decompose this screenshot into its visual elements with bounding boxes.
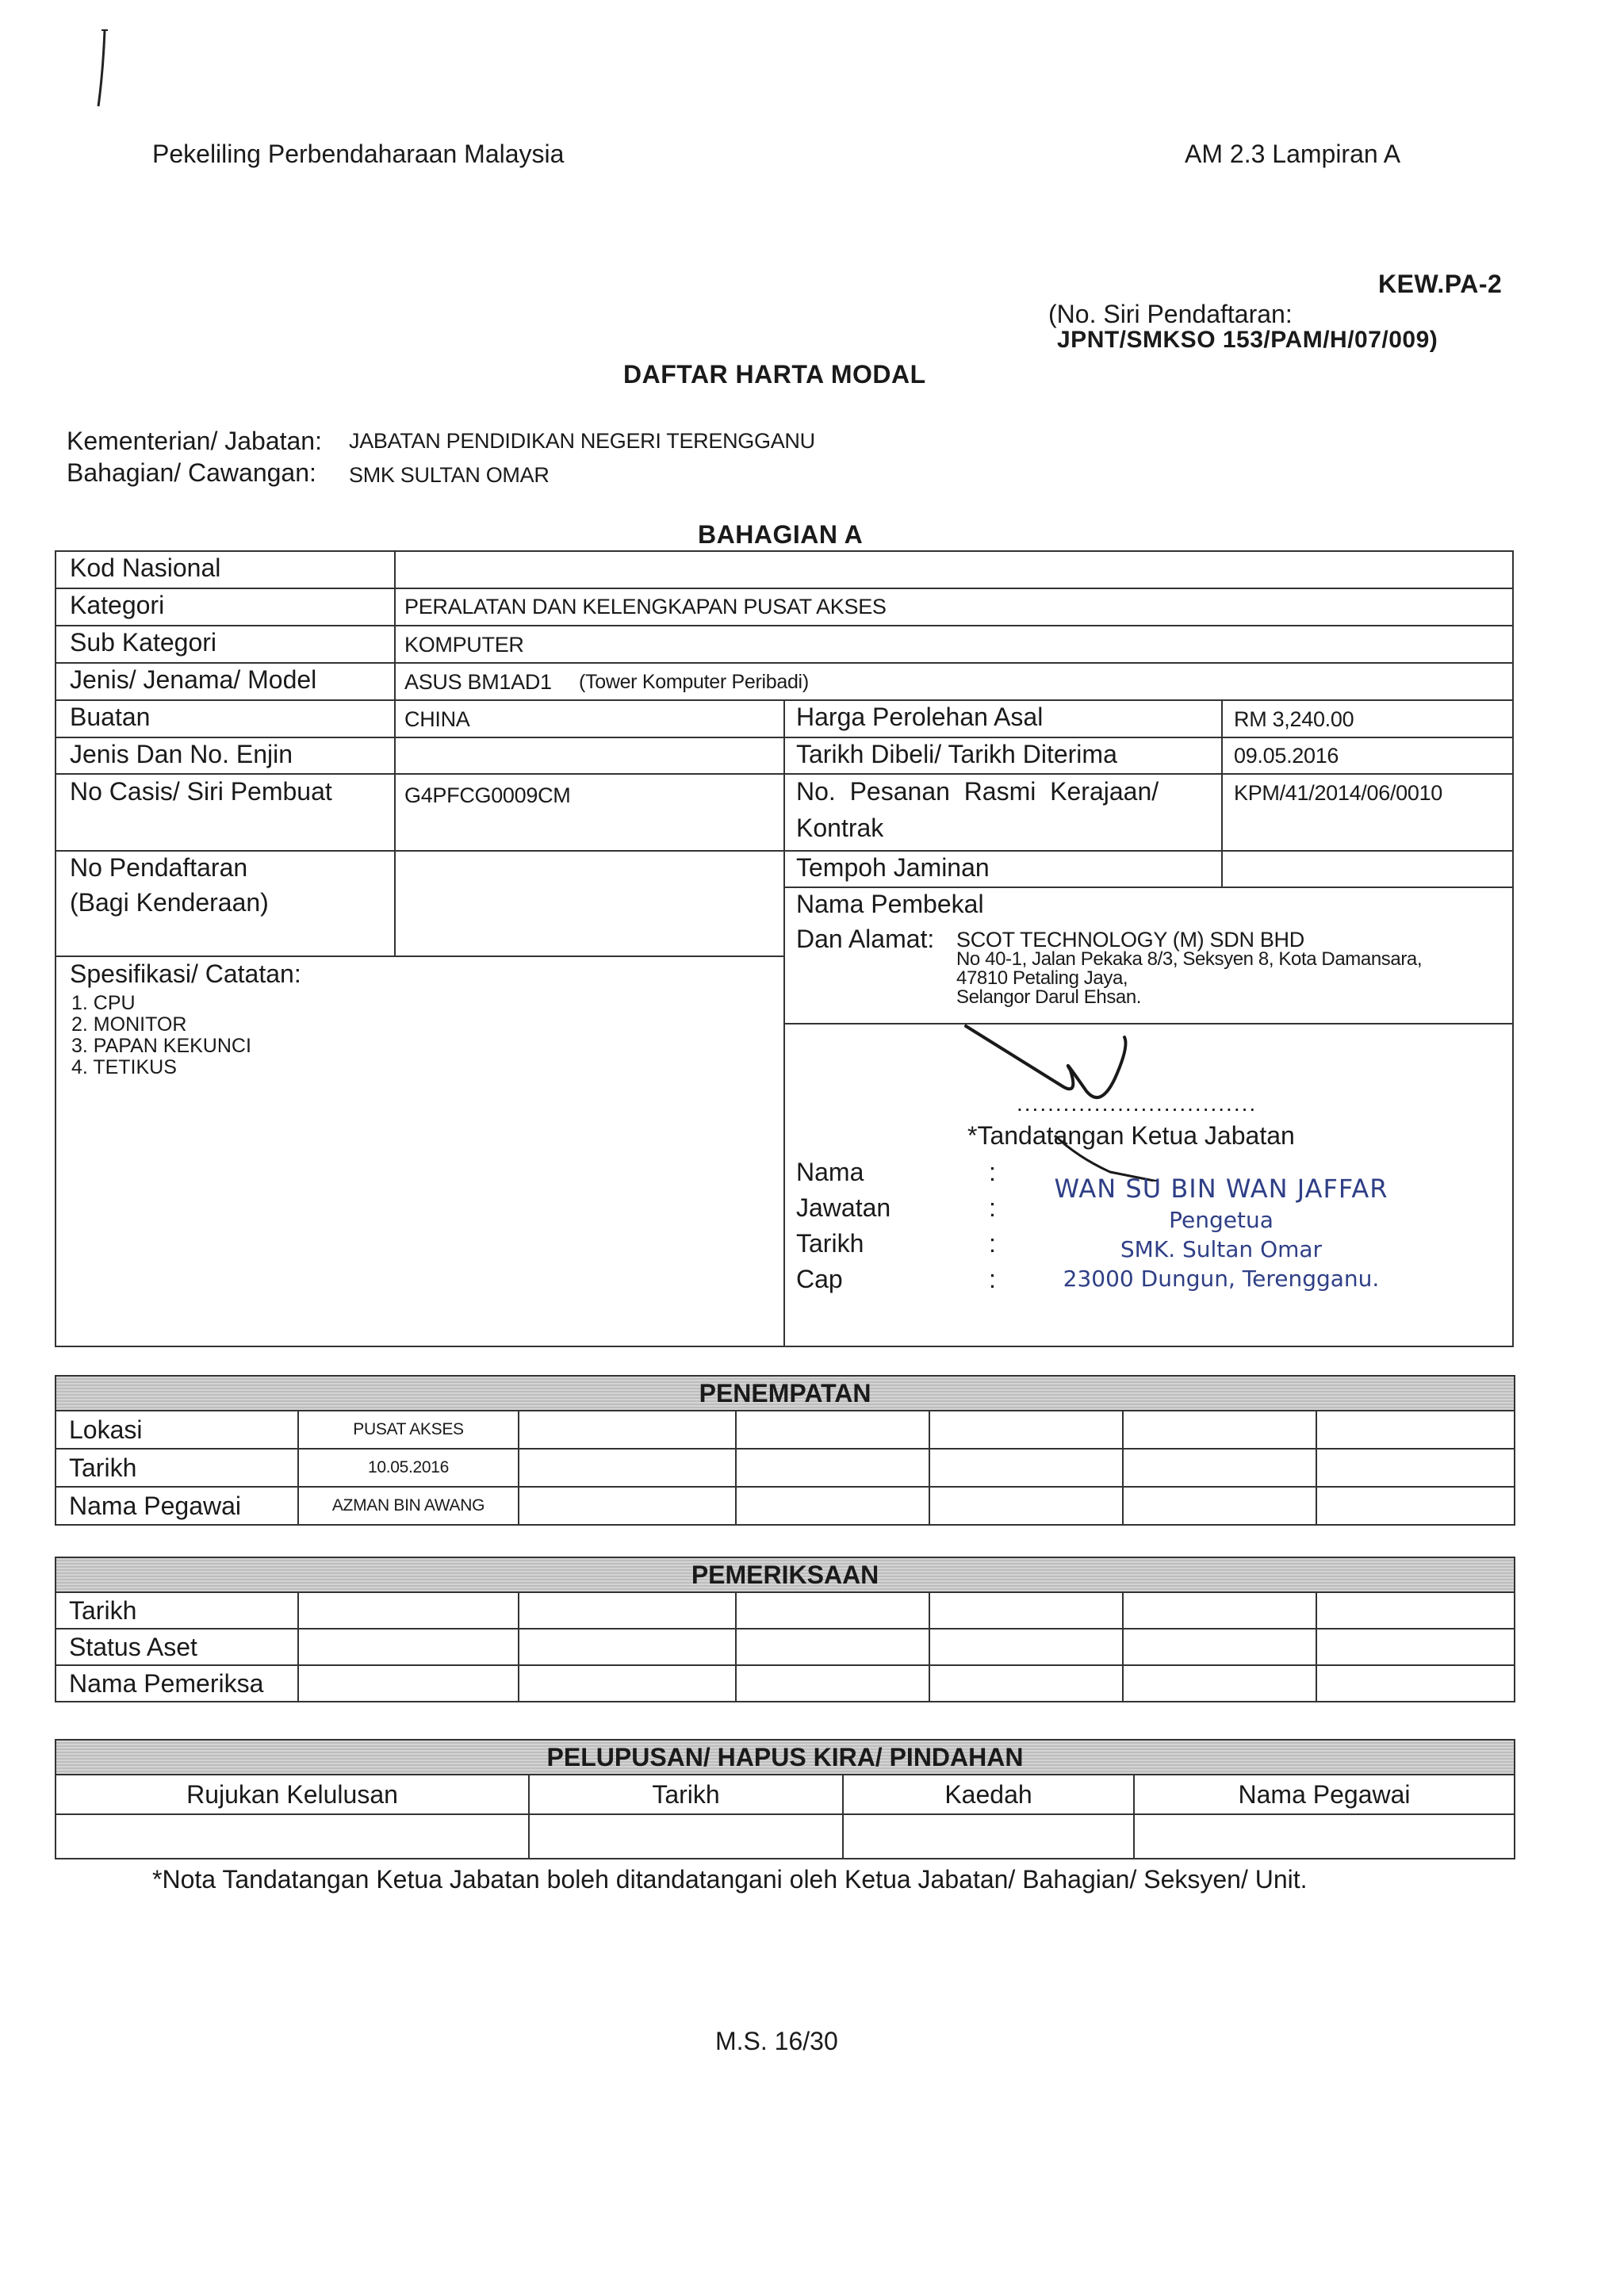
kategori-value: PERALATAN DAN KELENGKAPAN PUSAT AKSES bbox=[404, 595, 887, 618]
jenis-note: (Tower Komputer Peribadi) bbox=[579, 671, 809, 693]
colon: : bbox=[989, 1193, 996, 1222]
serial-label: (No. Siri Pendaftaran: bbox=[1048, 300, 1293, 328]
signature-dots: ............................... bbox=[1017, 1091, 1258, 1116]
penempatan-row-value: 10.05.2016 bbox=[298, 1449, 519, 1487]
document-title: DAFTAR HARTA MODAL bbox=[623, 360, 926, 389]
address-line: 47810 Petaling Jaya, bbox=[956, 967, 1128, 989]
tarikh-dibeli-value: 09.05.2016 bbox=[1234, 744, 1339, 768]
nama-label: Nama bbox=[796, 1158, 864, 1186]
spesifikasi-label: Spesifikasi/ Catatan: bbox=[70, 959, 301, 988]
pemeriksaan-row-label: Nama Pemeriksa bbox=[56, 1665, 298, 1702]
kategori-label: Kategori bbox=[70, 591, 165, 619]
harga-value: RM 3,240.00 bbox=[1234, 707, 1354, 731]
section-a-title: BAHAGIAN A bbox=[698, 520, 864, 549]
jenis-value: ASUS BM1AD1 bbox=[404, 670, 552, 694]
pelupusan-title: PELUPUSAN/ HAPUS KIRA/ PINDAHAN bbox=[56, 1740, 1515, 1775]
cap-label: Cap bbox=[796, 1265, 843, 1293]
casis-label: No Casis/ Siri Pembuat bbox=[70, 777, 332, 806]
division-label: Bahagian/ Cawangan: bbox=[67, 458, 316, 487]
stamp-address: 23000 Dungun, Terengganu. bbox=[1063, 1266, 1380, 1292]
stamp-school: SMK. Sultan Omar bbox=[1120, 1236, 1323, 1262]
penempatan-row-label: Tarikh bbox=[56, 1449, 298, 1487]
jawatan-label: Jawatan bbox=[796, 1193, 891, 1222]
pelupusan-column-header: Kaedah bbox=[843, 1775, 1134, 1814]
pendaftaran-label-1: No Pendaftaran bbox=[70, 853, 248, 882]
pembekal-label-1: Nama Pembekal bbox=[796, 890, 984, 918]
colon: : bbox=[989, 1158, 996, 1186]
spesifikasi-item: 3. PAPAN KEKUNCI bbox=[71, 1035, 251, 1057]
penempatan-title: PENEMPATAN bbox=[56, 1376, 1515, 1411]
spesifikasi-item: 1. CPU bbox=[71, 992, 136, 1014]
spesifikasi-list bbox=[71, 993, 251, 1078]
address-line: No 40-1, Jalan Pekaka 8/3, Seksyen 8, Kota Damansara, bbox=[956, 948, 1423, 970]
penempatan-row-value: AZMAN BIN AWANG bbox=[298, 1487, 519, 1525]
penempatan-row-label: Nama Pegawai bbox=[56, 1487, 298, 1525]
pesanan-label-2: Kontrak bbox=[796, 814, 884, 842]
enjin-label: Jenis Dan No. Enjin bbox=[70, 740, 293, 768]
pelupusan-table bbox=[55, 1739, 1515, 1859]
header-left: Pekeliling Perbendaharaan Malaysia bbox=[152, 140, 565, 168]
stamp-name: WAN SU BIN WAN JAFFAR bbox=[1054, 1174, 1388, 1204]
buatan-value: CHINA bbox=[404, 707, 470, 731]
stamp-position: Pengetua bbox=[1169, 1207, 1274, 1233]
header-right: AM 2.3 Lampiran A bbox=[1185, 140, 1401, 168]
pemeriksaan-row-label: Tarikh bbox=[56, 1592, 298, 1629]
kod-nasional-label: Kod Nasional bbox=[70, 553, 221, 582]
address-line: Selangor Darul Ehsan. bbox=[956, 986, 1142, 1008]
sub-kategori-value: KOMPUTER bbox=[404, 633, 524, 657]
spesifikasi-item: 4. TETIKUS bbox=[71, 1056, 177, 1078]
ministry-value: JABATAN PENDIDIKAN NEGERI TERENGGANU bbox=[349, 429, 815, 453]
casis-value: G4PFCG0009CM bbox=[404, 783, 571, 807]
pemeriksaan-table bbox=[55, 1557, 1515, 1702]
jenis-label: Jenis/ Jenama/ Model bbox=[70, 665, 317, 694]
page-number: M.S. 16/30 bbox=[715, 2027, 838, 2055]
pen-mark bbox=[87, 24, 119, 111]
jaminan-label: Tempoh Jaminan bbox=[796, 853, 990, 882]
harga-label: Harga Perolehan Asal bbox=[796, 703, 1044, 731]
ministry-label: Kementerian/ Jabatan: bbox=[67, 427, 322, 455]
penempatan-row-label: Lokasi bbox=[56, 1411, 298, 1449]
pendaftaran-label-2: (Bagi Kenderaan) bbox=[70, 888, 269, 917]
serial-value: JPNT/SMKSO 153/PAM/H/07/009) bbox=[1057, 327, 1438, 353]
pembekal-name: SCOT TECHNOLOGY (M) SDN BHD bbox=[956, 928, 1304, 952]
pembekal-label-2: Dan Alamat: bbox=[796, 925, 935, 953]
pesanan-value: KPM/41/2014/06/0010 bbox=[1234, 781, 1443, 805]
footnote: *Nota Tandatangan Ketua Jabatan boleh ditandatangani oleh Ketua Jabatan/ Bahagian/ Seksyen/ Unit. bbox=[152, 1865, 1308, 1894]
spesifikasi-item: 2. MONITOR bbox=[71, 1013, 187, 1036]
tarikh-label: Tarikh bbox=[796, 1229, 864, 1258]
pemeriksaan-title: PEMERIKSAAN bbox=[56, 1557, 1515, 1592]
pelupusan-column-header: Tarikh bbox=[529, 1775, 843, 1814]
buatan-label: Buatan bbox=[70, 703, 151, 731]
pesanan-label-1: No. Pesanan Rasmi Kerajaan/ bbox=[796, 777, 1159, 806]
pelupusan-column-header: Rujukan Kelulusan bbox=[56, 1775, 529, 1814]
colon: : bbox=[989, 1265, 996, 1293]
penempatan-row-value: PUSAT AKSES bbox=[298, 1411, 519, 1449]
pembekal-address bbox=[956, 950, 1422, 1007]
penempatan-table bbox=[55, 1375, 1515, 1526]
pelupusan-column-header: Nama Pegawai bbox=[1134, 1775, 1515, 1814]
division-value: SMK SULTAN OMAR bbox=[349, 463, 550, 487]
form-code: KEW.PA-2 bbox=[1378, 270, 1503, 298]
signature-caption: *Tandatangan Ketua Jabatan bbox=[967, 1121, 1295, 1150]
pemeriksaan-row-label: Status Aset bbox=[56, 1629, 298, 1665]
tarikh-dibeli-label: Tarikh Dibeli/ Tarikh Diterima bbox=[796, 740, 1117, 768]
sub-kategori-label: Sub Kategori bbox=[70, 628, 217, 657]
colon: : bbox=[989, 1229, 996, 1258]
official-stamp bbox=[1031, 1174, 1411, 1292]
